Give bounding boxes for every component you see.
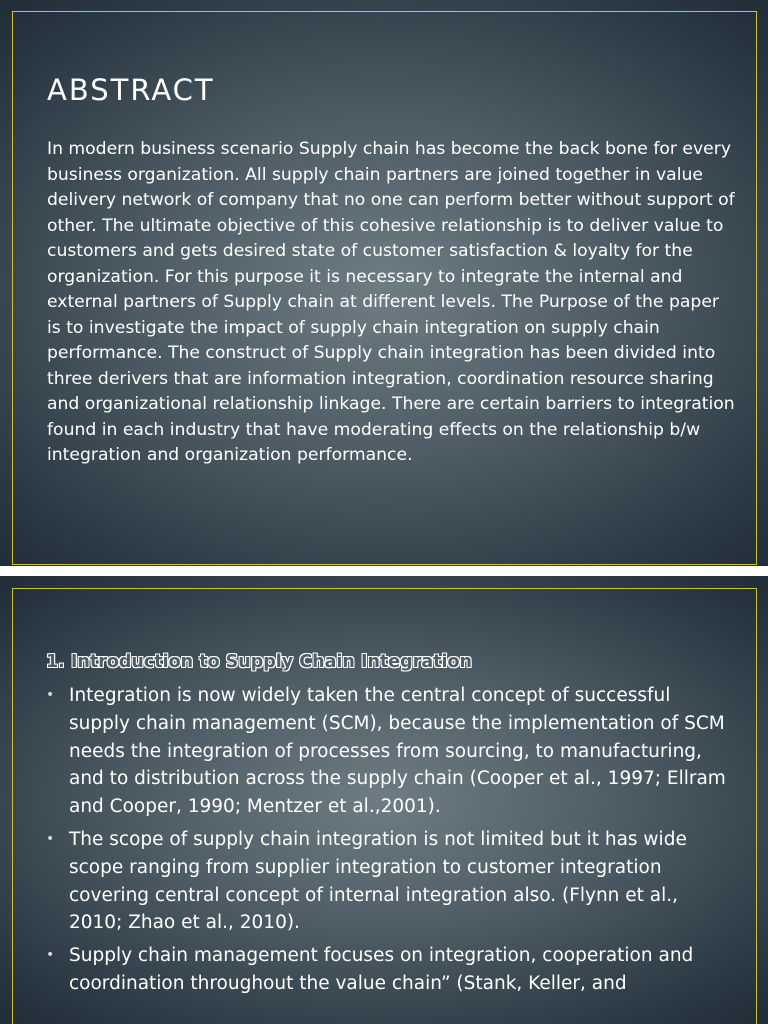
list-item [44, 826, 734, 937]
bullet-text: Supply chain management focuses on integration, cooperation and coordination throughout the value chain” (Stank, Keller, and [69, 945, 694, 994]
section-heading: 1. Introduction to Supply Chain Integration [46, 652, 472, 672]
bullet-icon: • [46, 830, 55, 847]
bullet-icon: • [46, 947, 55, 964]
slide-separator [0, 566, 768, 576]
bullet-list [44, 682, 734, 1003]
bullet-text: The scope of supply chain integration is not limited but it has wide scope ranging from supplier integration to customer integration covering central concept of internal integration also. (Flynn et al., 2010; Zhao et al., 2010). [69, 828, 687, 934]
bullet-icon: • [46, 687, 55, 703]
slide-title: ABSTRACT [47, 73, 215, 107]
abstract-paragraph: In modern business scenario Supply chain has become the back bone for every business organization. All supply chain partners are joined together in value delivery network of company that no one can perform better without support of other. The ultimate objective of this cohesive relationship is to deliver value to customers and gets desired state of customer satisfaction & loyalty for the organization. For this purpose it is necessary to integrate the internal and external partners of Supply chain at different levels. The Purpose of the paper is to investigate the impact of supply chain integration on supply chain performance. The construct of Supply chain integration has been divided into three derivers that are information integration, coordination resource sharing and organizational relationship linkage. There are certain barriers to integration found in each industry that have moderating effects on the relationship b/w integration and organization performance. [47, 139, 735, 465]
bullet-text: Integration is now widely taken the central concept of successful supply chain management (SCM), because the implementation of SCM needs the integration of processes from sourcing, to manufacturing, and to distribution across the supply chain (Cooper et al., 1997; Ellram and Cooper, 1990; Mentzer et al.,2001). [69, 685, 726, 818]
list-item [44, 682, 734, 821]
slide-introduction [0, 576, 768, 1024]
list-item [44, 942, 734, 998]
